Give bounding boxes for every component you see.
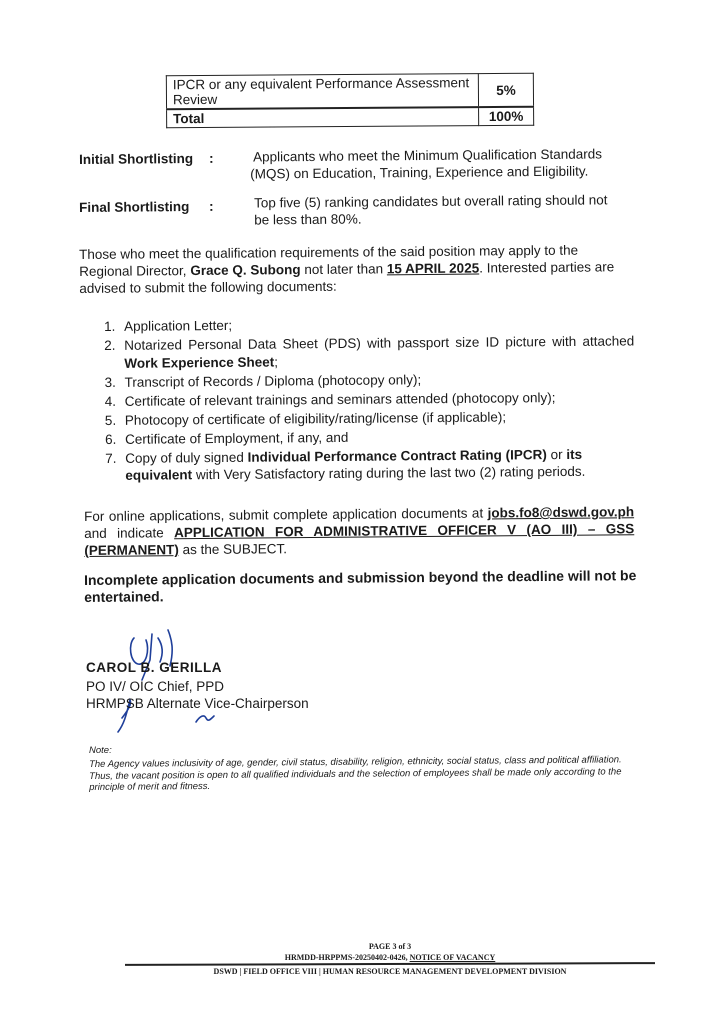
list-text: Certificate of relevant trainings and seminars attended (photocopy only); <box>124 389 556 409</box>
final-shortlisting-text: Top five (5) ranking candidates but overall rating should not be less than 80%. <box>254 192 608 228</box>
list-number: 1. <box>104 318 116 334</box>
online-text: as the SUBJECT. <box>178 541 287 558</box>
online-text: and indicate <box>84 525 175 541</box>
deadline-date: 15 APRIL 2025 <box>386 260 480 277</box>
initial-shortlisting-text: Applicants who meet the Minimum Qualification Standards (MQS) on Education, Training, Experience and Eligibility. <box>250 146 603 182</box>
list-text <box>125 445 635 484</box>
final-shortlisting-label: Final Shortlisting <box>79 199 190 215</box>
online-application-paragraph <box>84 503 634 559</box>
final-shortlisting-colon: : <box>209 198 214 214</box>
email-subject: APPLICATION FOR ADMINISTRATIVE OFFICER V (AO III) – GSS (PERMANENT) <box>84 521 635 558</box>
list-number: 7. <box>105 450 117 466</box>
intro-paragraph <box>79 241 631 297</box>
final-shortlisting <box>79 191 639 228</box>
list-text: Application Letter; <box>124 317 233 334</box>
table-row-total <box>167 107 534 128</box>
weight-cell: 5% <box>478 73 533 107</box>
page-number: PAGE 3 of 3 <box>368 942 412 951</box>
reference-code: HRMDD-HRPPMS-20250402-0426, <box>284 953 410 962</box>
list-number: 2. <box>104 337 116 353</box>
director-name: Grace Q. Subong <box>190 262 301 279</box>
intro-text: Those who meet the qualification requirements of the said position may apply to the Regional Director, <box>79 242 579 279</box>
list-item <box>105 445 635 485</box>
initial-shortlisting-colon: : <box>209 150 214 166</box>
list-item <box>104 332 634 372</box>
list-text-part: or <box>546 446 567 462</box>
reference-number <box>130 953 650 962</box>
initial-shortlisting <box>79 145 639 182</box>
signatory-title: PO IV/ OIC Chief, PPD <box>86 679 225 694</box>
list-text <box>124 332 634 371</box>
intro-text: not later than <box>300 261 387 278</box>
documents-list <box>104 313 635 486</box>
list-text: Certificate of Employment, if any, and <box>124 429 349 447</box>
list-number: 4. <box>104 393 117 409</box>
list-text-part: with Very Satisfactory rating during the last two (2) rating periods. <box>192 463 586 483</box>
criteria-cell: Total <box>167 107 479 128</box>
signatory-name: CAROL B. GERILLA <box>86 660 222 675</box>
list-number: 3. <box>104 374 116 390</box>
criteria-cell: IPCR or any equivalent Performance Assessment Review <box>166 74 478 110</box>
list-text: Transcript of Records / Diploma (photocopy only); <box>124 371 422 390</box>
office-label: DSWD | FIELD OFFICE VIII | HUMAN RESOURCE MANAGEMENT DEVELOPMENT DIVISION <box>213 967 567 976</box>
footer-rule <box>125 962 655 966</box>
note-text: The Agency values inclusivity of age, gender, civil status, disability, religion, ethnicity, social status, class and political affiliation. Thus, the vacant position is open to all qualified individuals and the selection of employees shall be made only according to the principle of merit and fitness. <box>89 754 622 793</box>
weight-cell: 100% <box>479 107 534 126</box>
list-text: Photocopy of certificate of eligibility/rating/license (if applicable); <box>124 408 507 428</box>
initial-shortlisting-label: Initial Shortlisting <box>79 151 194 167</box>
table-row <box>166 73 533 109</box>
deadline-warning: Incomplete application documents and submission beyond the deadline will not be entertained. <box>84 567 637 605</box>
list-number: 5. <box>104 412 117 428</box>
intro-text: . Interested parties are advised to submit the following documents: <box>79 259 615 296</box>
scores-table <box>166 73 534 129</box>
note-label: Note: <box>89 745 112 756</box>
signatory-title: HRMPSB Alternate Vice-Chairperson <box>86 696 309 711</box>
list-text-part: Copy of duly signed <box>125 449 248 466</box>
online-text: For online applications, submit complete application documents at <box>84 505 488 524</box>
list-number: 6. <box>104 431 117 447</box>
notice-of-vacancy-label: NOTICE OF VACANCY <box>409 953 496 962</box>
email-link[interactable]: jobs.fo8@dswd.gov.ph <box>487 504 635 521</box>
ipcr-label: Individual Performance Contract Rating (IPCR) <box>247 446 547 465</box>
its-equivalent: its equivalent <box>125 446 583 483</box>
list-text-part: ; <box>274 353 279 370</box>
list-text-part: Notarized Personal Data Sheet (PDS) with passport size ID picture with attached <box>124 333 635 353</box>
work-experience-sheet: Work Experience Sheet <box>124 354 275 371</box>
